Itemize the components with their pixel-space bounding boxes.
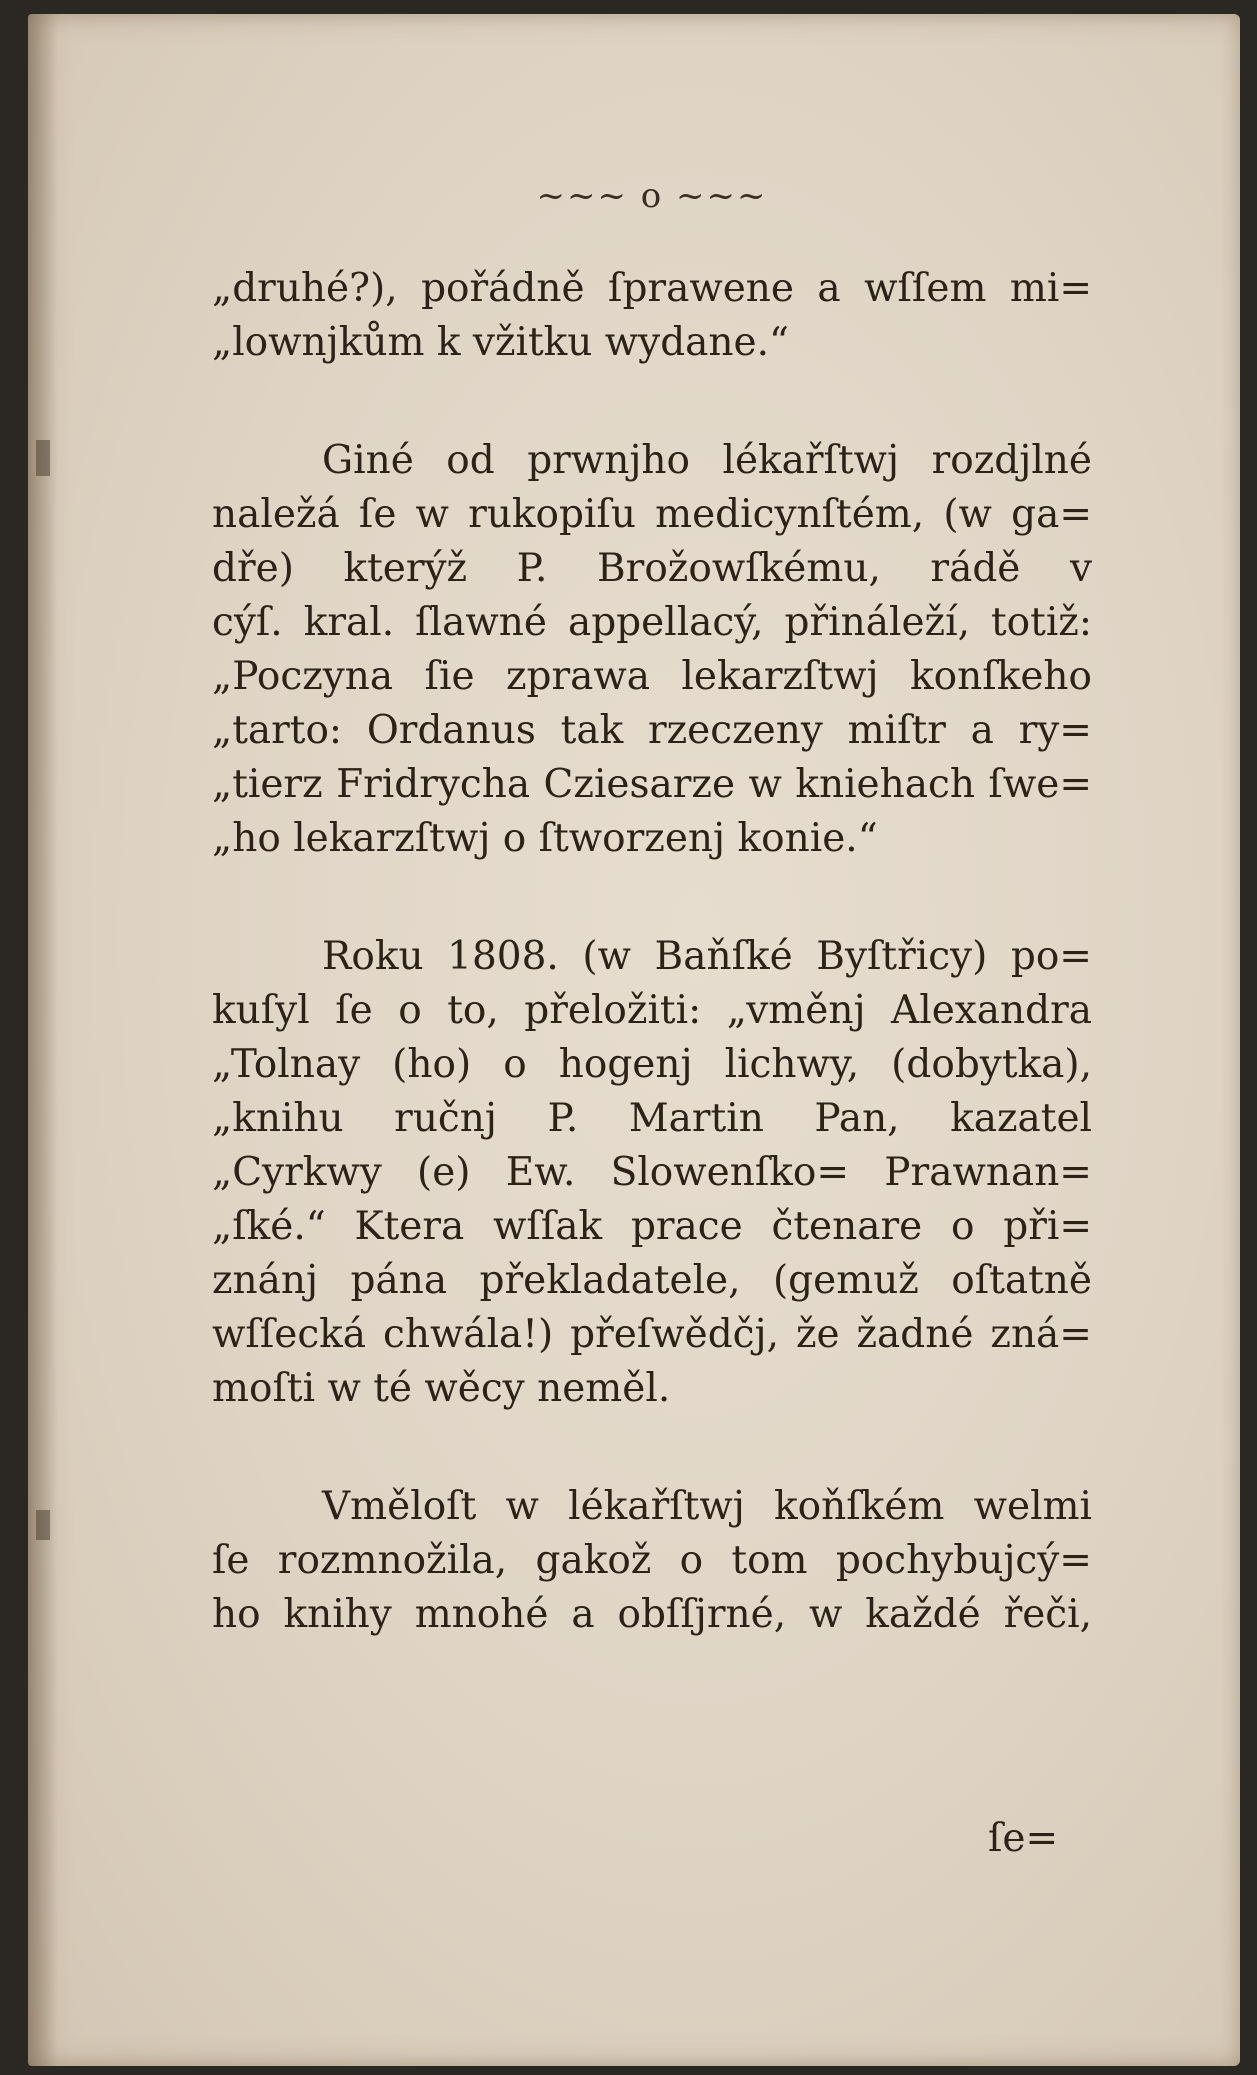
paragraph-1 bbox=[212, 262, 1092, 370]
margin-mark bbox=[36, 440, 50, 476]
text-line: Giné od prwnjho lékařſtwj rozdjlné bbox=[322, 438, 1092, 483]
text-line: „tierz Fridrycha Cziesarze w kniehach ſwe= bbox=[212, 762, 1092, 807]
margin-mark bbox=[36, 1510, 50, 1540]
text-line: „Cyrkwy (e) Ew. Slowenſko= Prawnan= bbox=[212, 1150, 1092, 1195]
paragraph-4 bbox=[212, 1480, 1092, 1642]
text-line: cýſ. kral. ſlawné appellacý, přináleží, totiž: bbox=[212, 600, 1092, 645]
paragraph-3 bbox=[212, 930, 1092, 1416]
text-line: wſſecká chwála!) přeſwědčj, že žadné zná= bbox=[212, 1312, 1092, 1357]
text-line: moſti w té wěcy neměl. bbox=[212, 1366, 671, 1411]
paragraph-2 bbox=[212, 434, 1092, 866]
text-line: ho knihy mnohé a obſſjrné, w každé řeči, bbox=[212, 1592, 1092, 1637]
text-line: „lownjkům k vžitku wydane.“ bbox=[212, 320, 789, 365]
text-line: Vměloſt w lékařſtwj koňſkém welmi bbox=[322, 1484, 1092, 1529]
text-line: Roku 1808. (w Baňſké Byſtřicy) po= bbox=[322, 934, 1092, 979]
text-line: „druhé?), pořádně ſprawene a wſſem mi= bbox=[212, 266, 1092, 311]
catchword: ſe= bbox=[988, 1816, 1059, 1861]
page-text bbox=[212, 176, 1092, 1642]
text-line: „ſké.“ Ktera wſſak prace čtenare o při= bbox=[212, 1204, 1092, 1249]
text-line: „knihu ručnj P. Martin Pan, kazatel bbox=[212, 1096, 1092, 1141]
text-line: ſe rozmnožila, gakož o tom pochybujcý= bbox=[212, 1538, 1092, 1583]
text-line: „Tolnay (ho) o hogenj lichwy, (dobytka), bbox=[212, 1042, 1092, 1087]
text-line: dře) kterýž P. Brožowſkému, rádě v bbox=[212, 546, 1092, 591]
text-line: „Poczyna ſie zprawa lekarzſtwj konſkeho bbox=[212, 654, 1092, 699]
text-line: naležá ſe w rukopiſu medicynſtém, (w ga= bbox=[212, 492, 1092, 537]
text-line: „ho lekarzſtwj o ſtworzenj konie.“ bbox=[212, 816, 878, 861]
page-gutter-shadow bbox=[28, 14, 58, 2066]
text-line: kuſyl ſe o to, přeložiti: „vměnj Alexandra bbox=[212, 988, 1092, 1033]
text-line: „tarto: Ordanus tak rzeczeny miſtr a ry= bbox=[212, 708, 1092, 753]
page-header-ornament: ~~~ o ~~~ bbox=[536, 176, 768, 216]
text-line: znánj pána překladatele, (gemuž oſtatně bbox=[212, 1258, 1092, 1303]
